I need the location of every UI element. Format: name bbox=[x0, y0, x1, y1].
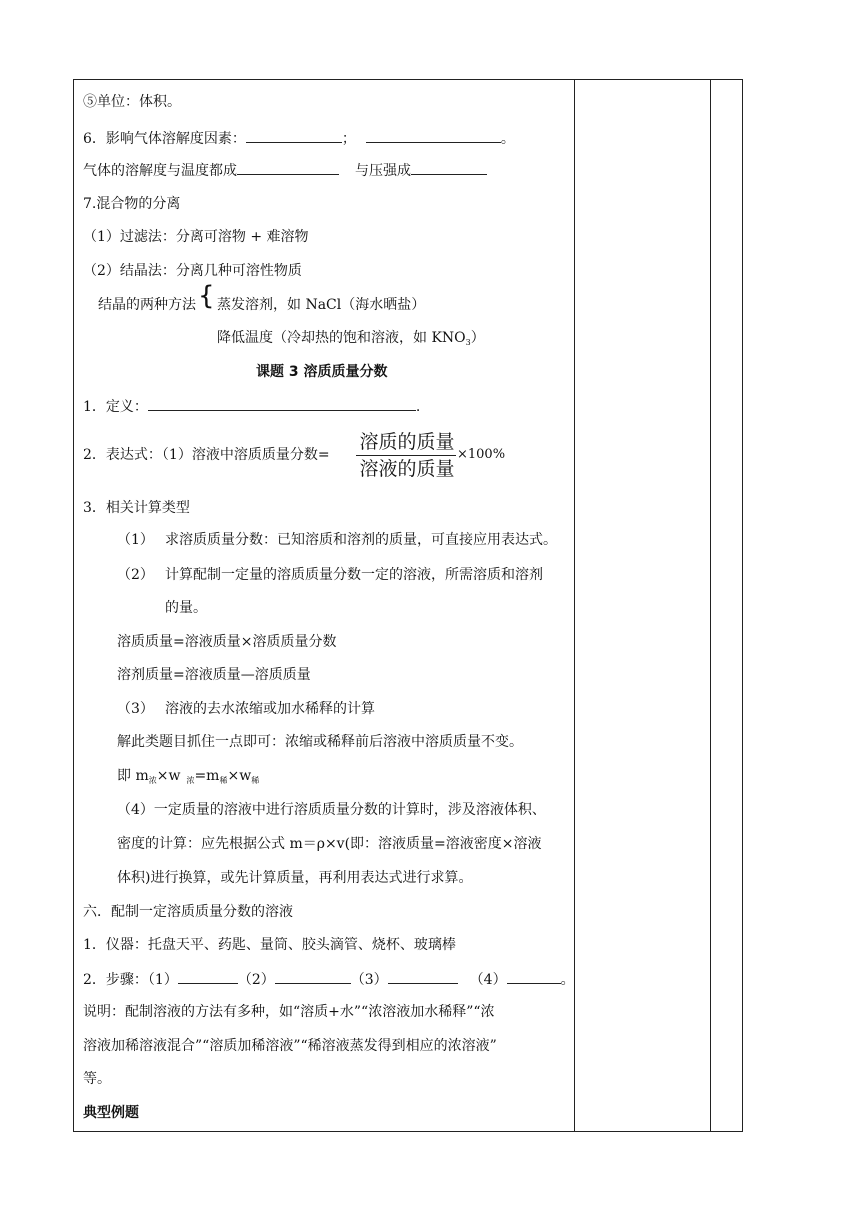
text-line: 结晶的两种方法 bbox=[98, 297, 196, 313]
text-line: 计算配制一定量的溶质质量分数一定的溶液，所需溶质和溶剂 bbox=[165, 567, 543, 583]
list-number: （3） bbox=[117, 701, 154, 717]
text-line: 溶剂质量=溶液质量—溶质质量 bbox=[117, 667, 311, 683]
list-number: （1） bbox=[117, 532, 154, 548]
text-line: 溶液加稀溶液混合”“溶质加稀溶液”“稀溶液蒸发得到相应的浓溶液” bbox=[83, 1038, 497, 1054]
formula-line: 即 $m_浓\times w$ $_浓=m_稀\times w_稀$ bbox=[117, 768, 260, 785]
fraction-numerator: 溶质的质量 bbox=[359, 431, 455, 453]
section-heading: 课题 3 溶质质量分数 bbox=[256, 364, 388, 380]
fraction-denominator: 溶液的质量 bbox=[359, 458, 455, 480]
section-heading: 典型例题 bbox=[83, 1105, 139, 1121]
text-line: 蒸发溶剂，如 NaCl（海水晒盐） bbox=[217, 297, 426, 313]
text-line: 说明：配制溶液的方法有多种，如“溶质+水”“浓溶液加水稀释”“浓 bbox=[83, 1004, 495, 1020]
fraction-bar bbox=[356, 455, 456, 456]
fill-blank[interactable] bbox=[366, 128, 501, 143]
text-line: 等。 bbox=[83, 1071, 111, 1087]
text-line: 的量。 bbox=[165, 600, 207, 616]
fill-blank[interactable] bbox=[148, 396, 416, 411]
text-line: ×100% bbox=[457, 447, 506, 462]
text-line: 6．影响气体溶解度因素： ； 。 bbox=[83, 128, 515, 149]
fill-blank[interactable] bbox=[275, 969, 351, 984]
text-line: 求溶质质量分数：已知溶质和溶剂的质量，可直接应用表达式。 bbox=[165, 532, 557, 548]
text-line: 7.混合物的分离 bbox=[83, 196, 181, 212]
fill-blank[interactable] bbox=[507, 969, 561, 984]
text-line: 降低温度（冷却热的饱和溶液，如 $KNO_3$） bbox=[217, 330, 485, 347]
text-line: 3．相关计算类型 bbox=[83, 500, 190, 516]
fill-blank[interactable] bbox=[237, 160, 339, 175]
text-line: 气体的溶解度与温度都成 与压强成 bbox=[83, 160, 487, 181]
text-line: 溶质质量=溶液质量×溶质质量分数 bbox=[117, 634, 337, 650]
text-line: 1．仪器：托盘天平、药匙、量筒、胶头滴管、烧杯、玻璃棒 bbox=[83, 937, 456, 953]
fill-blank[interactable] bbox=[246, 128, 342, 143]
text-line: 六．配制一定溶质质量分数的溶液 bbox=[83, 904, 293, 920]
text-line: 2．表达式：（1）溶液中溶质质量分数= bbox=[83, 447, 330, 463]
text-line: （1）过滤法：分离可溶物 + 难溶物 bbox=[83, 229, 309, 245]
text-line: 体积)进行换算，或先计算质量，再利用表达式进行求算。 bbox=[117, 870, 473, 886]
text-line: 1．定义： . bbox=[83, 396, 420, 417]
text-line: 2．步骤：（1） （2） （3） （4） 。 bbox=[83, 969, 575, 990]
column-divider bbox=[710, 79, 711, 1132]
text-line: 溶液的去水浓缩或加水稀释的计算 bbox=[165, 701, 375, 717]
text-line: 密度的计算：应先根据公式 m＝ρ×v(即：溶液质量=溶液密度×溶液 bbox=[117, 836, 542, 852]
text-line: （4）一定质量的溶液中进行溶质质量分数的计算时，涉及溶液体积、 bbox=[117, 802, 546, 818]
brace-symbol: { bbox=[198, 281, 215, 311]
fill-blank[interactable] bbox=[178, 969, 238, 984]
list-number: （2） bbox=[117, 567, 154, 583]
text-line: 解此类题目抓住一点即可：浓缩或稀释前后溶液中溶质质量不变。 bbox=[117, 734, 523, 750]
fill-blank[interactable] bbox=[388, 969, 458, 984]
text-line: （2）结晶法：分离几种可溶性物质 bbox=[83, 263, 302, 279]
fill-blank[interactable] bbox=[411, 160, 487, 175]
text-line: ⑤单位：体积。 bbox=[83, 94, 181, 110]
